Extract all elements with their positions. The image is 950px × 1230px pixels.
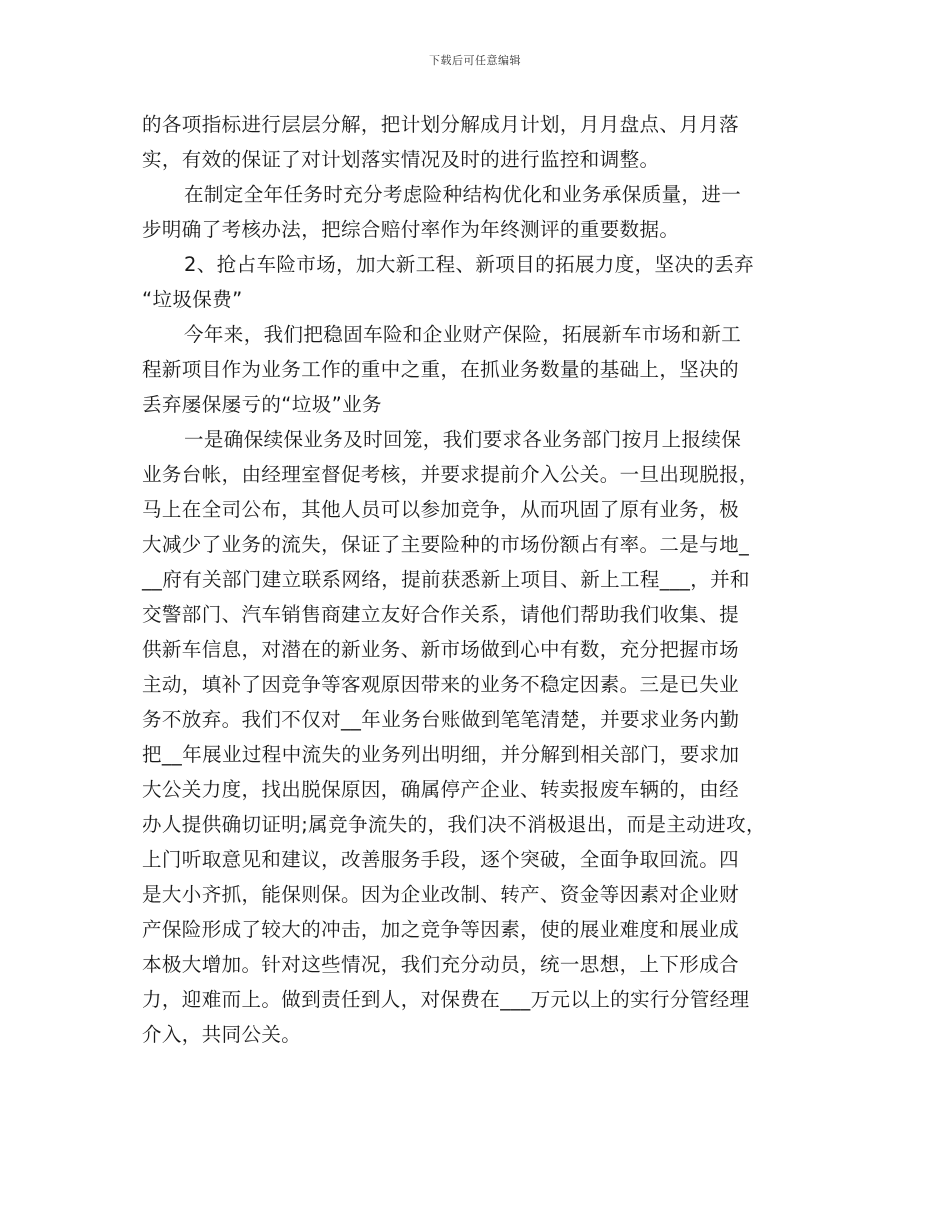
text-line: 程新项目作为业务工作的重中之重，在抓业务数量的基础上，坚决的	[142, 358, 740, 381]
text-line: 务不放弃。我们不仅对__年业务台账做到笔笔清楚，并要求业务内勤	[142, 708, 740, 731]
text-line: 实，有效的保证了对计划落实情况及时的进行监控和调整。	[142, 148, 660, 171]
document-body	[142, 107, 822, 1052]
text-line: 上门听取意见和建议，改善服务手段，逐个突破，全面争取回流。四	[142, 848, 740, 871]
text-line: 是大小齐抓，能保则保。因为企业改制、转产、资金等因素对企业财	[142, 883, 740, 906]
text-line: 大减少了业务的流失，保证了主要险种的市场份额占有率。二是与地_	[142, 533, 750, 556]
text-line: 产保险形成了较大的冲击，加之竞争等因素，使的展业难度和展业成	[142, 918, 740, 941]
page-header-note: 下载后可任意编辑	[429, 54, 521, 67]
text-line: 丢弃屡保屡亏的“垃圾”业务	[142, 393, 382, 416]
text-line: 交警部门、汽车销售商建立友好合作关系，请他们帮助我们收集、提	[142, 603, 740, 626]
text-line: 业务台帐，由经理室督促考核，并要求提前介入公关。一旦出现脱报，	[142, 463, 759, 486]
text-line: 供新车信息，对潜在的新业务、新市场做到心中有数，充分把握市场	[142, 638, 740, 661]
text-line: 的各项指标进行层层分解，把计划分解成月计划，月月盘点、月月落	[142, 113, 740, 136]
text-line: 力，迎难而上。做到责任到人，对保费在___万元以上的实行分管经理	[142, 988, 750, 1011]
text-line: 马上在全司公布，其他人员可以参加竞争，从而巩固了原有业务，极	[142, 498, 740, 521]
text-line: 在制定全年任务时充分考虑险种结构优化和业务承保质量，进一	[184, 183, 742, 206]
text-line: 把__年展业过程中流失的业务列出明细，并分解到相关部门，要求加	[142, 743, 740, 766]
text-line: 步明确了考核办法，把综合赔付率作为年终测评的重要数据。	[142, 218, 680, 241]
text-line: 2、抢占车险市场，加大新工程、新项目的拓展力度，坚决的丢弃	[184, 253, 755, 276]
text-line: 今年来，我们把稳固车险和企业财产保险，拓展新车市场和新工	[184, 323, 742, 346]
text-line: 介入，共同公关。	[142, 1023, 302, 1046]
text-line: 本极大增加。针对这些情况，我们充分动员，统一思想，上下形成合	[142, 953, 740, 976]
text-line: 办人提供确切证明;属竞争流失的，我们决不消极退出，而是主动进攻，	[142, 813, 766, 836]
text-line: __府有关部门建立联系网络，提前获悉新上项目、新上工程___，并和	[142, 568, 750, 591]
text-line: “垃圾保费”	[142, 288, 243, 311]
text-line: 大公关力度，找出脱保原因，确属停产企业、转卖报废车辆的，由经	[142, 778, 740, 801]
text-line: 一是确保续保业务及时回笼，我们要求各业务部门按月上报续保	[184, 428, 742, 451]
text-line: 主动，填补了因竞争等客观原因带来的业务不稳定因素。三是已失业	[142, 673, 740, 696]
